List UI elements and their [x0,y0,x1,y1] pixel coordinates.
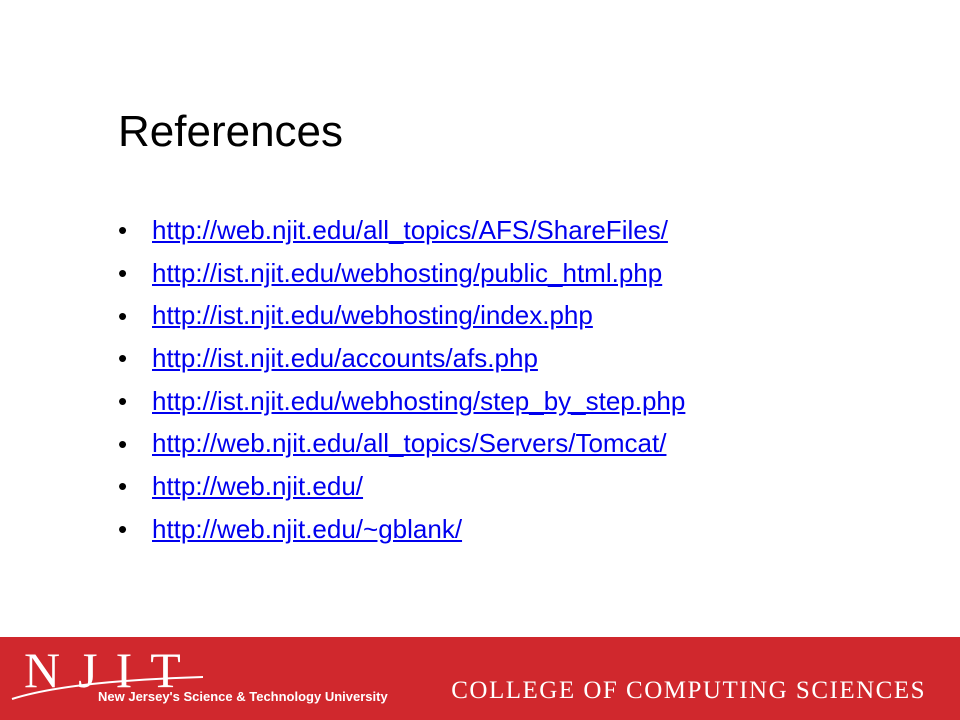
list-item [118,337,685,380]
reference-link[interactable]: http://web.njit.edu/~gblank/ [152,513,463,544]
slide-title: References [118,107,344,156]
reference-link[interactable]: http://ist.njit.edu/webhosting/index.php [152,300,593,331]
reference-link[interactable]: http://ist.njit.edu/webhosting/public_html.php [152,257,663,288]
reference-link[interactable]: http://web.njit.edu/all_topics/Servers/Tomcat/ [152,428,667,459]
logo-tagline: New Jersey's Science & Technology University [98,689,388,704]
list-item [118,465,685,508]
college-name: COLLEGE OF COMPUTING SCIENCES [451,677,926,704]
bullet: • [118,386,128,417]
reference-link[interactable]: http://web.njit.edu/all_topics/AFS/ShareFiles/ [152,214,668,245]
list-item [118,294,685,337]
reference-link[interactable]: http://ist.njit.edu/accounts/afs.php [152,342,538,373]
list-item [118,380,685,423]
list-item [118,422,685,465]
reference-link[interactable]: http://ist.njit.edu/webhosting/step_by_step.php [152,385,686,416]
reference-list [118,209,685,551]
bullet: • [118,514,128,545]
bullet: • [118,215,128,246]
njit-logo: NJIT [24,642,199,698]
bullet: • [118,300,128,331]
footer-banner [0,637,960,720]
bullet: • [118,258,128,289]
bullet: • [118,471,128,502]
list-item [118,209,685,252]
list-item [118,508,685,551]
reference-link[interactable]: http://web.njit.edu/ [152,470,364,501]
bullet: • [118,428,128,459]
bullet: • [118,343,128,374]
list-item [118,252,685,295]
